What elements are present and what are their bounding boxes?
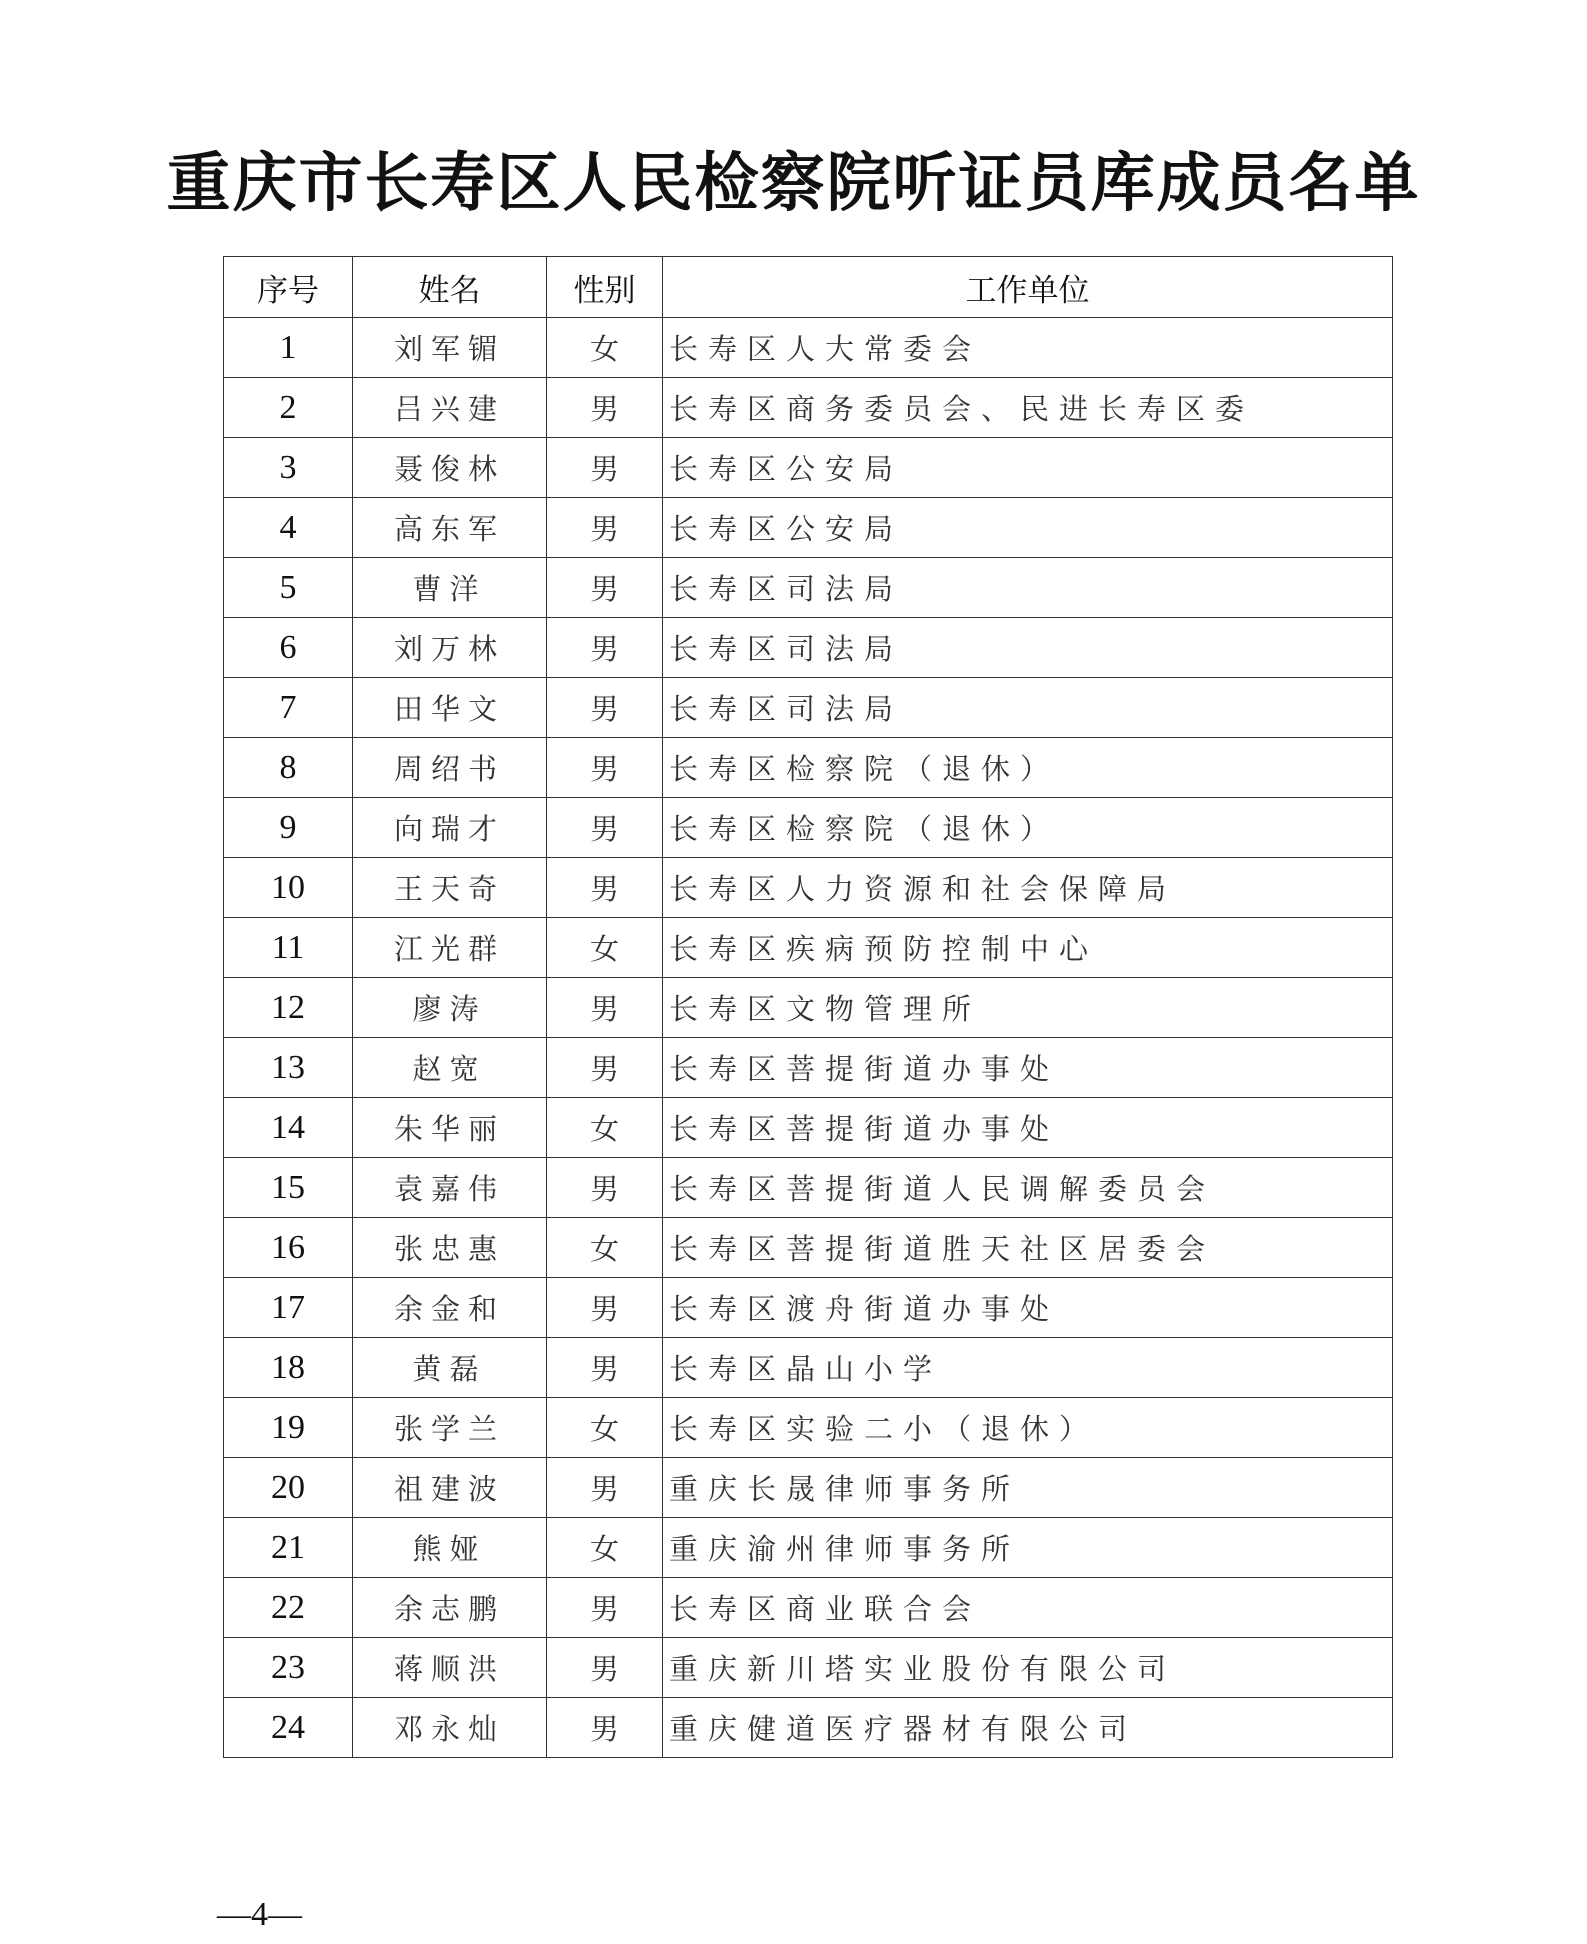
table-row — [224, 1518, 1393, 1578]
table-row — [224, 318, 1393, 378]
cell-name: 张学兰 — [353, 1398, 547, 1458]
cell-workplace: 重庆渝州律师事务所 — [663, 1518, 1393, 1578]
cell-index: 24 — [224, 1698, 353, 1758]
cell-gender: 男 — [547, 798, 663, 858]
table-row — [224, 1698, 1393, 1758]
cell-workplace: 长寿区司法局 — [663, 678, 1393, 738]
table-row — [224, 978, 1393, 1038]
cell-name: 熊娅 — [353, 1518, 547, 1578]
cell-gender: 女 — [547, 1098, 663, 1158]
cell-workplace: 重庆新川塔实业股份有限公司 — [663, 1638, 1393, 1698]
table-row — [224, 438, 1393, 498]
cell-name: 蒋顺洪 — [353, 1638, 547, 1698]
header-workplace: 工作单位 — [663, 257, 1393, 318]
cell-name: 黄磊 — [353, 1338, 547, 1398]
cell-workplace: 长寿区菩提街道办事处 — [663, 1098, 1393, 1158]
cell-index: 14 — [224, 1098, 353, 1158]
cell-name: 聂俊林 — [353, 438, 547, 498]
table-row — [224, 558, 1393, 618]
table-row — [224, 1398, 1393, 1458]
cell-name: 高东军 — [353, 498, 547, 558]
cell-name: 祖建波 — [353, 1458, 547, 1518]
cell-name: 余志鹏 — [353, 1578, 547, 1638]
header-index: 序号 — [224, 257, 353, 318]
table-row — [224, 1338, 1393, 1398]
table-row — [224, 858, 1393, 918]
cell-workplace: 长寿区司法局 — [663, 558, 1393, 618]
cell-gender: 男 — [547, 1158, 663, 1218]
document-title: 重庆市长寿区人民检察院听证员库成员名单 — [166, 146, 1421, 221]
cell-gender: 男 — [547, 858, 663, 918]
cell-index: 23 — [224, 1638, 353, 1698]
cell-workplace: 长寿区检察院（退休） — [663, 738, 1393, 798]
table-row — [224, 798, 1393, 858]
cell-index: 9 — [224, 798, 353, 858]
cell-name: 廖涛 — [353, 978, 547, 1038]
cell-workplace: 长寿区渡舟街道办事处 — [663, 1278, 1393, 1338]
table-row — [224, 1098, 1393, 1158]
cell-index: 5 — [224, 558, 353, 618]
cell-gender: 男 — [547, 678, 663, 738]
cell-gender: 男 — [547, 618, 663, 678]
cell-name: 周绍书 — [353, 738, 547, 798]
table-row — [224, 1038, 1393, 1098]
table-row — [224, 678, 1393, 738]
cell-workplace: 长寿区菩提街道办事处 — [663, 1038, 1393, 1098]
cell-workplace: 长寿区实验二小（退休） — [663, 1398, 1393, 1458]
header-gender: 性别 — [547, 257, 663, 318]
cell-gender: 男 — [547, 1458, 663, 1518]
cell-gender: 男 — [547, 378, 663, 438]
table-row — [224, 1458, 1393, 1518]
cell-workplace: 长寿区司法局 — [663, 618, 1393, 678]
cell-index: 22 — [224, 1578, 353, 1638]
cell-gender: 男 — [547, 1578, 663, 1638]
table-row — [224, 498, 1393, 558]
cell-name: 刘军镅 — [353, 318, 547, 378]
cell-gender: 男 — [547, 1278, 663, 1338]
cell-name: 吕兴建 — [353, 378, 547, 438]
cell-gender: 男 — [547, 978, 663, 1038]
cell-gender: 男 — [547, 1698, 663, 1758]
cell-index: 21 — [224, 1518, 353, 1578]
cell-index: 6 — [224, 618, 353, 678]
cell-index: 2 — [224, 378, 353, 438]
cell-name: 赵宽 — [353, 1038, 547, 1098]
cell-workplace: 长寿区文物管理所 — [663, 978, 1393, 1038]
cell-gender: 男 — [547, 738, 663, 798]
cell-name: 余金和 — [353, 1278, 547, 1338]
table-row — [224, 1278, 1393, 1338]
cell-workplace: 长寿区人大常委会 — [663, 318, 1393, 378]
cell-index: 3 — [224, 438, 353, 498]
cell-workplace: 长寿区公安局 — [663, 498, 1393, 558]
cell-gender: 男 — [547, 558, 663, 618]
cell-index: 7 — [224, 678, 353, 738]
cell-name: 田华文 — [353, 678, 547, 738]
cell-workplace: 长寿区商务委员会、民进长寿区委 — [663, 378, 1393, 438]
cell-name: 邓永灿 — [353, 1698, 547, 1758]
table-header-row — [224, 257, 1393, 318]
cell-index: 15 — [224, 1158, 353, 1218]
cell-gender: 男 — [547, 1338, 663, 1398]
cell-index: 20 — [224, 1458, 353, 1518]
cell-index: 16 — [224, 1218, 353, 1278]
cell-gender: 女 — [547, 318, 663, 378]
cell-name: 张忠惠 — [353, 1218, 547, 1278]
cell-index: 11 — [224, 918, 353, 978]
cell-gender: 女 — [547, 1398, 663, 1458]
cell-workplace: 长寿区公安局 — [663, 438, 1393, 498]
cell-workplace: 长寿区晶山小学 — [663, 1338, 1393, 1398]
cell-name: 曹洋 — [353, 558, 547, 618]
cell-workplace: 长寿区疾病预防控制中心 — [663, 918, 1393, 978]
cell-name: 王天奇 — [353, 858, 547, 918]
cell-name: 刘万林 — [353, 618, 547, 678]
member-table — [223, 256, 1393, 1758]
cell-gender: 女 — [547, 1518, 663, 1578]
cell-index: 4 — [224, 498, 353, 558]
cell-workplace: 长寿区商业联合会 — [663, 1578, 1393, 1638]
cell-workplace: 重庆健道医疗器材有限公司 — [663, 1698, 1393, 1758]
cell-index: 12 — [224, 978, 353, 1038]
cell-workplace: 长寿区检察院（退休） — [663, 798, 1393, 858]
cell-name: 袁嘉伟 — [353, 1158, 547, 1218]
cell-workplace: 重庆长晟律师事务所 — [663, 1458, 1393, 1518]
cell-gender: 女 — [547, 1218, 663, 1278]
page-number: —4— — [217, 1896, 302, 1933]
cell-gender: 男 — [547, 438, 663, 498]
cell-name: 江光群 — [353, 918, 547, 978]
cell-index: 8 — [224, 738, 353, 798]
table-row — [224, 1578, 1393, 1638]
table-row — [224, 1218, 1393, 1278]
cell-index: 10 — [224, 858, 353, 918]
header-name: 姓名 — [353, 257, 547, 318]
table-row — [224, 618, 1393, 678]
cell-index: 18 — [224, 1338, 353, 1398]
table-row — [224, 1638, 1393, 1698]
cell-index: 17 — [224, 1278, 353, 1338]
cell-workplace: 长寿区人力资源和社会保障局 — [663, 858, 1393, 918]
cell-gender: 女 — [547, 918, 663, 978]
cell-name: 朱华丽 — [353, 1098, 547, 1158]
table-row — [224, 378, 1393, 438]
table-row — [224, 1158, 1393, 1218]
table-row — [224, 738, 1393, 798]
cell-gender: 男 — [547, 1038, 663, 1098]
cell-workplace: 长寿区菩提街道人民调解委员会 — [663, 1158, 1393, 1218]
cell-index: 1 — [224, 318, 353, 378]
table-row — [224, 918, 1393, 978]
cell-workplace: 长寿区菩提街道胜天社区居委会 — [663, 1218, 1393, 1278]
cell-name: 向瑞才 — [353, 798, 547, 858]
cell-gender: 男 — [547, 1638, 663, 1698]
cell-index: 19 — [224, 1398, 353, 1458]
cell-index: 13 — [224, 1038, 353, 1098]
cell-gender: 男 — [547, 498, 663, 558]
